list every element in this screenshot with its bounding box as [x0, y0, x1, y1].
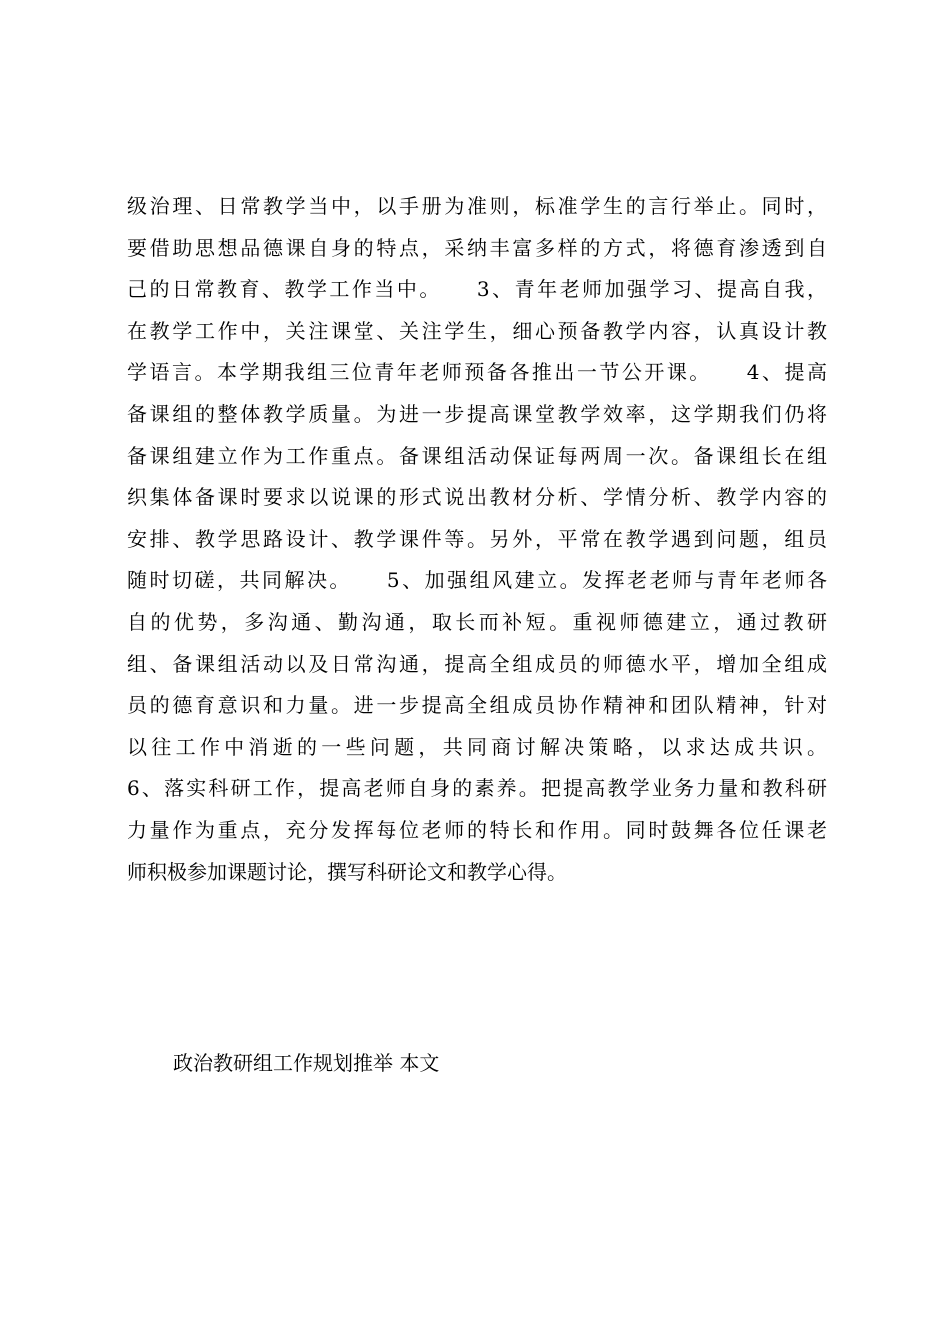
body-line-4: 在教学工作中，关注课堂、关注学生，细心预备教学内容，认真设计教: [127, 318, 827, 343]
body-line-5: 学语言。本学期我组三位青年老师预备各推出一节公开课。 4、提高: [127, 360, 827, 385]
body-line-13: 员的德育意识和力量。进一步提高全组成员协作精神和团队精神，针对: [127, 693, 827, 718]
body-line-10: 随时切磋，共同解决。 5、加强组风建立。发挥老老师与青年老师各: [127, 568, 827, 593]
body-line-9: 安排、教学思路设计、教学课件等。另外，平常在教学遇到问题，组员: [127, 526, 827, 551]
body-line-3: 己的日常教育、教学工作当中。 3、青年老师加强学习、提高自我，: [127, 277, 827, 302]
body-line-14: 以往工作中消逝的一些问题，共同商讨解决策略，以求达成共识。: [127, 734, 827, 759]
body-line-2: 要借助思想品德课自身的特点，采纳丰富多样的方式，将德育渗透到自: [127, 235, 827, 260]
body-line-12: 组、备课组活动以及日常沟通，提高全组成员的师德水平，增加全组成: [127, 651, 827, 676]
body-line-6: 备课组的整体教学质量。为进一步提高课堂教学效率，这学期我们仍将: [127, 401, 827, 426]
body-line-1: 级治理、日常教学当中，以手册为准则，标准学生的言行举止。同时，: [127, 194, 827, 218]
body-line-16: 力量作为重点，充分发挥每位老师的特长和作用。同时鼓舞各位任课老: [127, 817, 827, 842]
body-line-7: 备课组建立作为工作重点。备课组活动保证每两周一次。备课组长在组: [127, 443, 827, 468]
document-footer: 政治教研组工作规划推举 本文: [173, 1051, 440, 1075]
document-body: [127, 186, 827, 893]
body-line-17: 师积极参加课题讨论，撰写科研论文和教学心得。: [127, 859, 567, 884]
body-line-15: 6、落实科研工作，提高老师自身的素养。把提高教学业务力量和教科研: [127, 776, 827, 801]
body-line-11: 自的优势，多沟通、勤沟通，取长而补短。重视师德建立，通过教研: [127, 609, 827, 634]
body-line-8: 织集体备课时要求以说课的形式说出教材分析、学情分析、教学内容的: [127, 485, 827, 510]
